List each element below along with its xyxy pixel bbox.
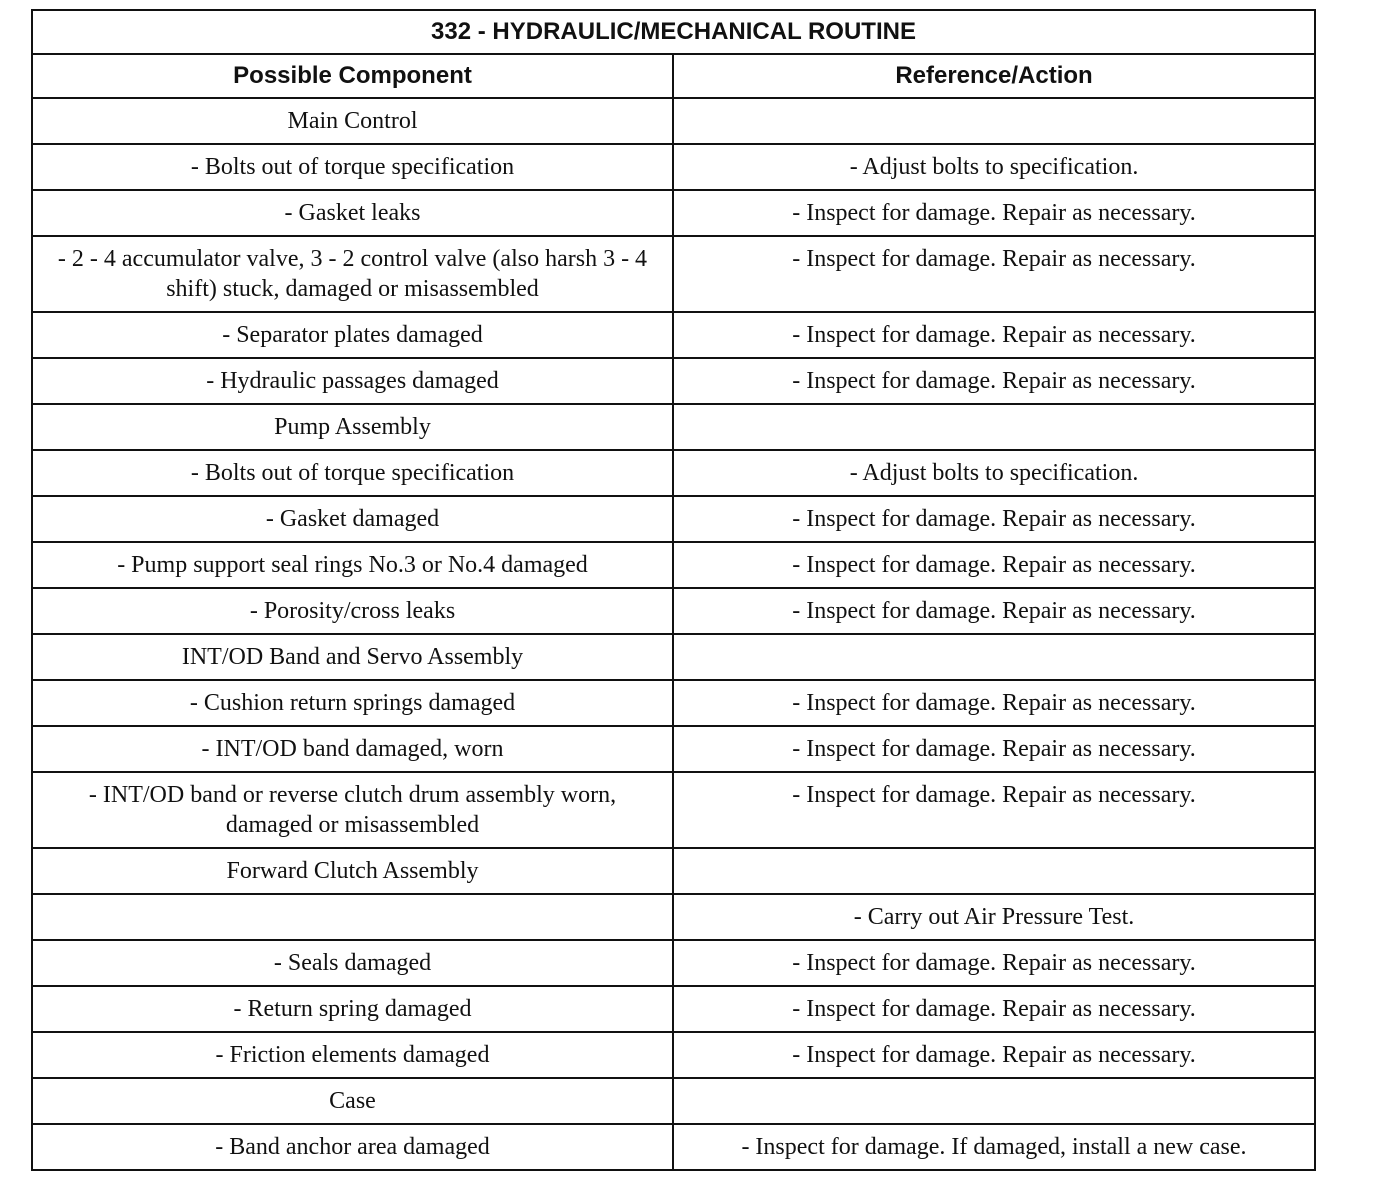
component-text: Pump Assembly — [274, 414, 431, 440]
component-text: Case — [329, 1088, 376, 1114]
table-row — [32, 1124, 1315, 1170]
action-cell — [673, 940, 1315, 986]
component-text: - INT/OD band damaged, worn — [201, 736, 504, 762]
component-cell — [32, 848, 673, 894]
component-text: - Porosity/cross leaks — [249, 598, 456, 624]
header-row — [32, 54, 1315, 98]
action-text: - Inspect for damage. Repair as necessary. — [792, 200, 1196, 226]
component-text: INT/OD Band and Servo Assembly — [181, 644, 524, 670]
action-cell — [673, 144, 1315, 190]
component-cell — [32, 312, 673, 358]
action-cell — [673, 894, 1315, 940]
component-cell — [32, 986, 673, 1032]
table-row — [32, 98, 1315, 144]
action-text: - Adjust bolts to specification. — [849, 154, 1139, 180]
component-text: - Hydraulic passages damaged — [206, 368, 499, 394]
component-cell — [32, 358, 673, 404]
action-text: - Adjust bolts to specification. — [849, 460, 1139, 486]
title-row — [32, 10, 1315, 54]
component-cell — [32, 634, 673, 680]
action-text: - Inspect for damage. Repair as necessary. — [792, 1042, 1196, 1068]
table-row — [32, 772, 1315, 848]
table-body — [32, 98, 1315, 1170]
table-row — [32, 144, 1315, 190]
action-cell — [673, 588, 1315, 634]
action-text: - Inspect for damage. Repair as necessary. — [792, 552, 1196, 578]
action-cell — [673, 1124, 1315, 1170]
table-row — [32, 496, 1315, 542]
table-row — [32, 542, 1315, 588]
action-text: - Inspect for damage. Repair as necessary. — [792, 598, 1196, 624]
action-cell — [673, 1078, 1315, 1124]
table-title: 332 - HYDRAULIC/MECHANICAL ROUTINE — [32, 10, 1315, 54]
component-text: - INT/OD band or reverse clutch drum assembly worn, damaged or misassembled — [88, 782, 617, 838]
component-cell — [32, 98, 673, 144]
action-cell — [673, 496, 1315, 542]
component-cell — [32, 190, 673, 236]
action-cell — [673, 1032, 1315, 1078]
component-text: - Return spring damaged — [233, 996, 472, 1022]
table-row — [32, 312, 1315, 358]
table-row — [32, 940, 1315, 986]
component-text: - 2 - 4 accumulator valve, 3 - 2 control valve (also harsh 3 - 4 shift) stuck, damaged or misassembled — [57, 246, 648, 302]
table-row — [32, 588, 1315, 634]
component-text: Forward Clutch Assembly — [226, 858, 479, 884]
component-cell — [32, 680, 673, 726]
action-cell — [673, 450, 1315, 496]
action-text: - Inspect for damage. Repair as necessary. — [792, 322, 1196, 348]
action-text: - Inspect for damage. Repair as necessary. — [792, 950, 1196, 976]
action-text: - Inspect for damage. Repair as necessary. — [792, 506, 1196, 532]
component-cell — [32, 404, 673, 450]
component-text: Main Control — [287, 108, 418, 134]
table-row — [32, 848, 1315, 894]
action-cell — [673, 634, 1315, 680]
action-text: - Inspect for damage. Repair as necessary. — [792, 368, 1196, 394]
table-row — [32, 190, 1315, 236]
table-row — [32, 358, 1315, 404]
action-cell — [673, 542, 1315, 588]
component-text: - Cushion return springs damaged — [189, 690, 516, 716]
component-cell — [32, 772, 673, 848]
action-cell — [673, 358, 1315, 404]
component-text: - Pump support seal rings No.3 or No.4 damaged — [117, 552, 588, 578]
component-cell — [32, 236, 673, 312]
table-row — [32, 404, 1315, 450]
action-cell — [673, 726, 1315, 772]
component-text: - Gasket damaged — [265, 506, 440, 532]
action-cell — [673, 236, 1315, 312]
table-row — [32, 894, 1315, 940]
diagnostic-table — [31, 9, 1316, 1171]
action-text: - Inspect for damage. Repair as necessary. — [792, 782, 1196, 808]
component-cell — [32, 1124, 673, 1170]
component-text: - Friction elements damaged — [215, 1042, 490, 1068]
component-cell — [32, 588, 673, 634]
table-row — [32, 726, 1315, 772]
table-row — [32, 680, 1315, 726]
action-cell — [673, 986, 1315, 1032]
column-header-action: Reference/Action — [673, 54, 1315, 98]
component-cell — [32, 144, 673, 190]
table-row — [32, 1078, 1315, 1124]
action-text: - Inspect for damage. Repair as necessary. — [792, 690, 1196, 716]
action-cell — [673, 404, 1315, 450]
action-cell — [673, 190, 1315, 236]
component-text: - Separator plates damaged — [222, 322, 483, 348]
component-cell — [32, 894, 673, 940]
component-cell — [32, 1078, 673, 1124]
action-text: - Carry out Air Pressure Test. — [853, 904, 1135, 930]
table-row — [32, 634, 1315, 680]
table-row — [32, 1032, 1315, 1078]
component-text: - Band anchor area damaged — [215, 1134, 490, 1160]
action-text: - Inspect for damage. If damaged, install a new case. — [741, 1134, 1247, 1160]
table-row — [32, 986, 1315, 1032]
component-cell — [32, 1032, 673, 1078]
action-cell — [673, 98, 1315, 144]
component-cell — [32, 450, 673, 496]
action-text: - Inspect for damage. Repair as necessary. — [792, 996, 1196, 1022]
component-text: - Seals damaged — [273, 950, 432, 976]
component-cell — [32, 726, 673, 772]
action-cell — [673, 680, 1315, 726]
action-cell — [673, 772, 1315, 848]
component-cell — [32, 940, 673, 986]
component-text: - Gasket leaks — [284, 200, 421, 226]
action-text: - Inspect for damage. Repair as necessary. — [792, 246, 1196, 272]
table-row — [32, 236, 1315, 312]
action-cell — [673, 312, 1315, 358]
component-text: - Bolts out of torque specification — [190, 460, 515, 486]
component-text: - Bolts out of torque specification — [190, 154, 515, 180]
column-header-component: Possible Component — [32, 54, 673, 98]
component-cell — [32, 542, 673, 588]
table-row — [32, 450, 1315, 496]
action-cell — [673, 848, 1315, 894]
component-cell — [32, 496, 673, 542]
action-text: - Inspect for damage. Repair as necessary. — [792, 736, 1196, 762]
